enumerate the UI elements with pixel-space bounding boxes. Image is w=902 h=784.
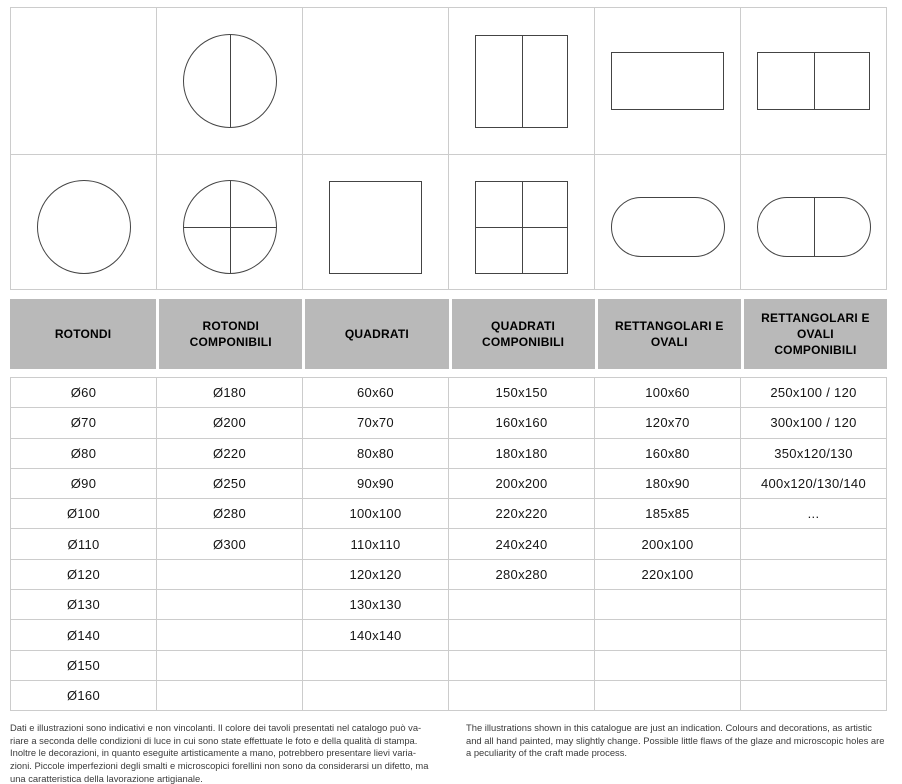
column-header-rettangolari-ovali: RETTANGOLARI E OVALI [595, 299, 741, 369]
shape-cell [11, 155, 157, 290]
footnote-line: riare a seconda delle condizioni di luce in cui sono state effettuate le foto e della qualità di stampa. [10, 734, 418, 746]
size-cell [157, 560, 303, 590]
size-cell: 300x100 / 120 [741, 408, 887, 438]
size-cell [595, 681, 741, 711]
size-cell: ... [741, 499, 887, 529]
oval-halved-shape [757, 197, 871, 257]
column-header-quadrati: QUADRATI [302, 299, 448, 369]
size-cell: Ø300 [157, 529, 303, 559]
size-cell: 80x80 [303, 439, 449, 469]
size-cell: Ø100 [11, 499, 157, 529]
size-cell [595, 590, 741, 620]
column-header-rotondi: ROTONDI [10, 299, 156, 369]
size-cell: Ø180 [157, 378, 303, 408]
footnote-line: Dati e illustrazioni sono indicativi e non vincolanti. Il colore dei tavoli presentati nel catalogo può va- [10, 722, 422, 733]
size-cell: 90x90 [303, 469, 449, 499]
shape-cell [157, 8, 303, 155]
size-cell [595, 620, 741, 650]
size-cell: 185x85 [595, 499, 741, 529]
size-cell [741, 681, 887, 711]
size-cell [157, 681, 303, 711]
footnote-line: The illustrations shown in this catalogue are just an indication. Colours and decorations, as artistic [466, 722, 872, 733]
circle-shape [37, 180, 131, 274]
column-header-quadrati-componibili: QUADRATI COMPONIBILI [449, 299, 595, 369]
size-cell: 160x160 [449, 408, 595, 438]
size-cell: Ø70 [11, 408, 157, 438]
size-cell: 100x100 [303, 499, 449, 529]
size-cell: 240x240 [449, 529, 595, 559]
size-cell: 180x90 [595, 469, 741, 499]
size-cell: 110x110 [303, 529, 449, 559]
shape-cell [741, 155, 887, 290]
size-cell [449, 590, 595, 620]
divider-line [814, 53, 815, 109]
size-cell: 120x70 [595, 408, 741, 438]
size-cell [595, 651, 741, 681]
size-cell: Ø110 [11, 529, 157, 559]
size-cell [449, 681, 595, 711]
divider-line [476, 227, 567, 228]
size-cell: Ø150 [11, 651, 157, 681]
square-quartered-shape [475, 181, 568, 274]
divider-line [230, 35, 231, 127]
size-cell: Ø130 [11, 590, 157, 620]
shape-cell [157, 155, 303, 290]
size-cell [449, 620, 595, 650]
size-cell: 120x120 [303, 560, 449, 590]
footnotes [10, 722, 894, 784]
size-cell: Ø140 [11, 620, 157, 650]
size-cell: 160x80 [595, 439, 741, 469]
footnote-english [466, 722, 894, 784]
size-cell: Ø200 [157, 408, 303, 438]
size-cell [741, 560, 887, 590]
size-cell: 180x180 [449, 439, 595, 469]
size-cell: 60x60 [303, 378, 449, 408]
square-shape [329, 181, 422, 274]
size-cell [449, 651, 595, 681]
circle-quartered-shape [183, 180, 277, 274]
size-cell [157, 620, 303, 650]
divider-line [184, 227, 276, 228]
size-cell: Ø220 [157, 439, 303, 469]
column-header-rettangolari-ovali-componibili: RETTANGOLARI E OVALI COMPONIBILI [741, 299, 887, 369]
size-cell: Ø160 [11, 681, 157, 711]
size-cell: 70x70 [303, 408, 449, 438]
shape-cell [303, 155, 449, 290]
shape-cell [449, 8, 595, 155]
footnote-line: zioni. Piccole imperfezioni degli smalti e microscopici forellini non sono da considerarsi un difetto, ma [10, 760, 429, 772]
size-cell: 200x100 [595, 529, 741, 559]
circle-halved-shape [183, 34, 277, 128]
divider-line [814, 198, 815, 256]
shape-cell [449, 155, 595, 290]
size-cell [741, 529, 887, 559]
size-cell: 200x200 [449, 469, 595, 499]
footnote-line: a peculiarity of the craft made process. [466, 747, 628, 759]
size-cell [741, 651, 887, 681]
shape-cell-empty [11, 8, 157, 155]
column-header-rotondi-componibili: ROTONDI COMPONIBILI [156, 299, 302, 369]
size-cell [741, 620, 887, 650]
footnote-line: and all hand painted, may slightly change. Possible little flaws of the glaze and microscopic holes are [466, 734, 885, 746]
oval-shape [611, 197, 725, 257]
size-cell: 150x150 [449, 378, 595, 408]
size-cell [303, 681, 449, 711]
rectangle-shape [611, 52, 724, 110]
size-cell: 220x220 [449, 499, 595, 529]
size-cell: 250x100 / 120 [741, 378, 887, 408]
footnote-line: una caratteristica della lavorazione artigianale. [10, 772, 203, 784]
shape-cell [595, 8, 741, 155]
size-cell: Ø120 [11, 560, 157, 590]
size-cell: 140x140 [303, 620, 449, 650]
shape-cell [595, 155, 741, 290]
size-cell [157, 590, 303, 620]
rectangle-halved-shape [757, 52, 870, 110]
size-cell: Ø60 [11, 378, 157, 408]
footnote-line: Inoltre le decorazioni, in quanto eseguite artisticamente a mano, potrebbero presentare lievi varia- [10, 747, 416, 759]
category-header-row [10, 299, 887, 369]
size-cell: Ø90 [11, 469, 157, 499]
table-sizes-catalog [10, 7, 887, 711]
size-cell: 220x100 [595, 560, 741, 590]
size-cell: Ø250 [157, 469, 303, 499]
size-cell [157, 651, 303, 681]
size-cell: Ø80 [11, 439, 157, 469]
sizes-table [10, 377, 887, 711]
shape-diagram-grid [10, 7, 887, 290]
shape-cell [741, 8, 887, 155]
size-cell: 400x120/130/140 [741, 469, 887, 499]
size-cell: Ø280 [157, 499, 303, 529]
size-cell: 350x120/130 [741, 439, 887, 469]
size-cell [741, 590, 887, 620]
size-cell: 280x280 [449, 560, 595, 590]
footnote-italian [10, 722, 460, 784]
size-cell: 100x60 [595, 378, 741, 408]
size-cell: 130x130 [303, 590, 449, 620]
square-halved-shape [475, 35, 568, 128]
shape-cell-empty [303, 8, 449, 155]
divider-line [522, 36, 523, 127]
size-cell [303, 651, 449, 681]
